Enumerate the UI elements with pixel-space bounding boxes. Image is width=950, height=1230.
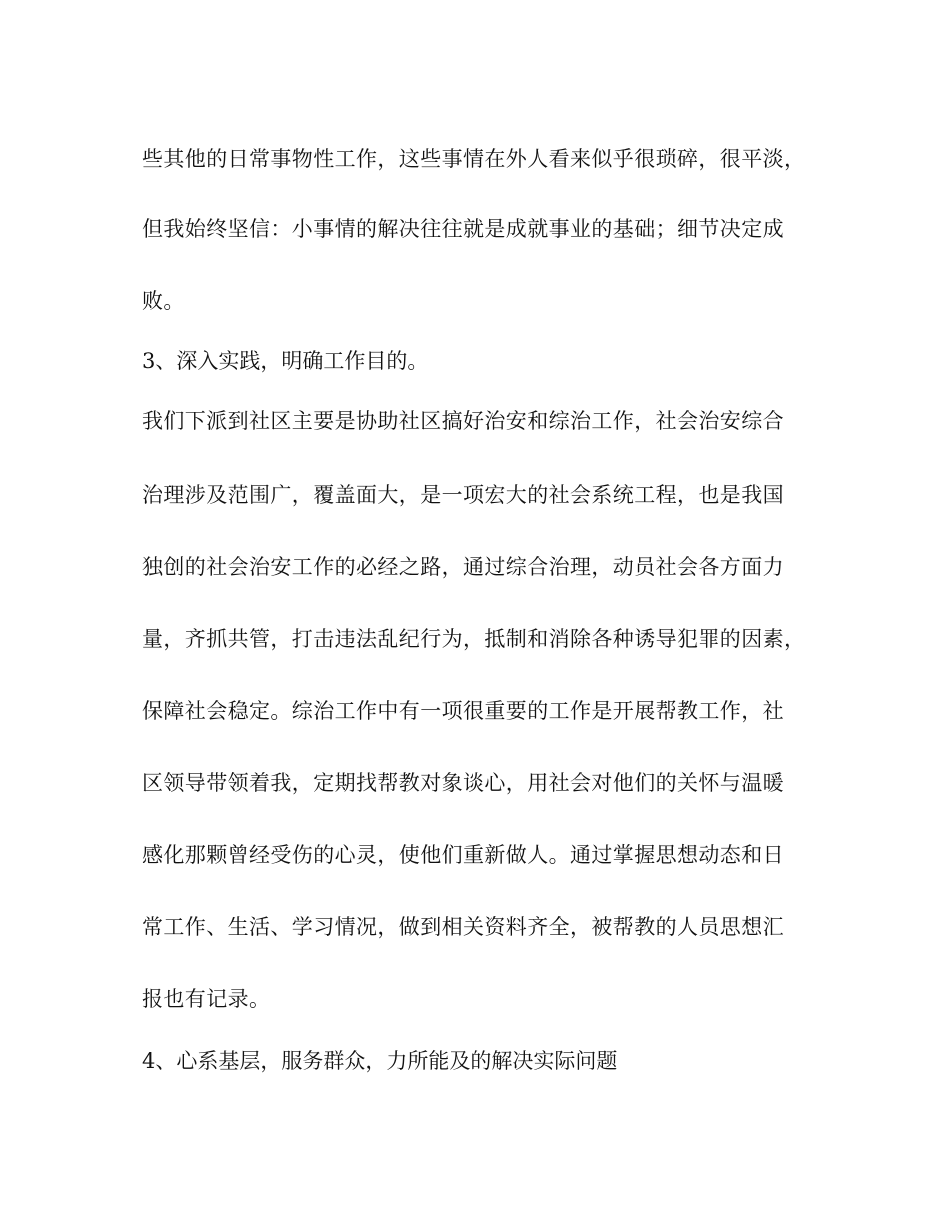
paragraph-line-4: 我们下派到社区主要是协助社区搞好治安和综治工作，社会治安综合 bbox=[142, 409, 784, 433]
paragraph-line-8: 保障社会稳定。综治工作中有一项很重要的工作是开展帮教工作，社 bbox=[142, 699, 784, 723]
paragraph-line-3: 败。 bbox=[142, 289, 185, 313]
section-heading-3: 3、深入实践，明确工作目的。 bbox=[142, 349, 429, 373]
section-heading-4: 4、心系基层，服务群众，力所能及的解决实际问题 bbox=[142, 1049, 618, 1073]
paragraph-line-9: 区领导带领着我，定期找帮教对象谈心，用社会对他们的关怀与温暖 bbox=[142, 771, 784, 795]
paragraph-line-10: 感化那颗曾经受伤的心灵，使他们重新做人。通过掌握思想动态和日 bbox=[142, 843, 784, 867]
paragraph-line-1: 些其他的日常事物性工作，这些事情在外人看来似乎很琐碎，很平淡， bbox=[142, 147, 806, 171]
paragraph-line-2: 但我始终坚信：小事情的解决往往就是成就事业的基础；细节决定成 bbox=[142, 217, 784, 241]
paragraph-line-5: 治理涉及范围广，覆盖面大，是一项宏大的社会系统工程，也是我国 bbox=[142, 483, 784, 507]
paragraph-line-11: 常工作、生活、学习情况，做到相关资料齐全，被帮教的人员思想汇 bbox=[142, 915, 784, 939]
paragraph-line-12: 报也有记录。 bbox=[142, 987, 271, 1011]
paragraph-line-7: 量，齐抓共管，打击违法乱纪行为，抵制和消除各种诱导犯罪的因素， bbox=[142, 627, 806, 651]
paragraph-line-6: 独创的社会治安工作的必经之路，通过综合治理，动员社会各方面力 bbox=[142, 555, 784, 579]
